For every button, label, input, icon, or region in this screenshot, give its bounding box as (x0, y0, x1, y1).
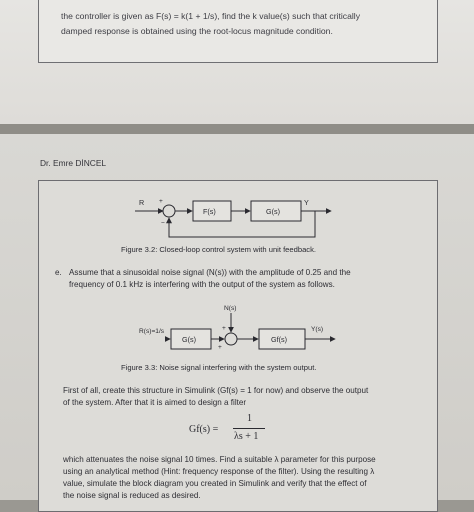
fig33-sign-top: + (222, 325, 226, 332)
question-line-2: damped response is obtained using the root-locus magnitude condition. (61, 26, 333, 36)
item-e-label: e. (55, 268, 62, 277)
filter-formula (189, 413, 309, 449)
fig32-block-g-label: G(s) (266, 207, 280, 216)
figure-3-3-caption: Figure 3.3: Noise signal interfering with the system output. (121, 363, 317, 372)
fig33-block-g-label: G(s) (182, 335, 196, 344)
fig33-input-label: R(s)=1/s (139, 328, 165, 335)
item-e-line-1: Assume that a sinusoidal noise signal (N(s)) with the amplitude of 0.25 and the (69, 268, 351, 277)
formula-fraction-bar (233, 428, 265, 429)
paragraph-2-line-3: value, simulate the block diagram you created in Simulink and verify that the effect of (63, 479, 367, 488)
formula-denominator: λs + 1 (234, 431, 259, 442)
fig32-block-f-label: F(s) (203, 207, 216, 216)
figure-3-2-diagram (39, 189, 437, 249)
fig32-summing-junction (163, 205, 175, 217)
fig33-output-label: Y(s) (311, 326, 324, 333)
fig33-noise-label: N(s) (224, 305, 237, 312)
top-page (0, 0, 474, 124)
formula-numerator: 1 (247, 413, 252, 424)
fig32-sign-plus: + (159, 198, 163, 205)
fig33-summing-junction (225, 333, 237, 345)
item-e-line-2: frequency of 0.1 kHz is interfering with the output of the system as follows. (69, 280, 335, 289)
paragraph-2-line-1: which attenuates the noise signal 10 times. Find a suitable λ parameter for this purpose (63, 455, 376, 464)
fig32-sign-minus: − (161, 220, 165, 227)
paragraph-1-line-2: of the system. After that it is aimed to design a filter (63, 398, 247, 407)
author-name: Dr. Emre DİNCEL (40, 158, 107, 168)
fig32-input-label: R (139, 198, 145, 207)
paragraph-2-line-2: using an analytical method (Hint: frequency response of the filter). Using the resulting λ (63, 467, 375, 476)
question-box (38, 0, 438, 63)
question-line-1: the controller is given as F(s) = k(1 + 1/s), find the k value(s) such that critically (61, 11, 360, 21)
figure-3-2-caption: Figure 3.2: Closed-loop control system with unit feedback. (121, 245, 317, 254)
page-gap (0, 124, 474, 134)
paragraph-2-line-4: the noise signal is reduced as desired. (63, 491, 201, 500)
fig33-sign-left: + (218, 344, 222, 351)
figure-3-3-diagram (39, 299, 437, 369)
fig32-output-label: Y (304, 198, 309, 207)
formula-lhs: Gf(s) = (189, 424, 219, 435)
bottom-page (0, 134, 474, 500)
paragraph-1-line-1: First of all, create this structure in Simulink (Gf(s) = 1 for now) and observe the output (63, 386, 369, 395)
fig33-block-gf-label: Gf(s) (271, 335, 287, 344)
content-box (38, 180, 438, 512)
